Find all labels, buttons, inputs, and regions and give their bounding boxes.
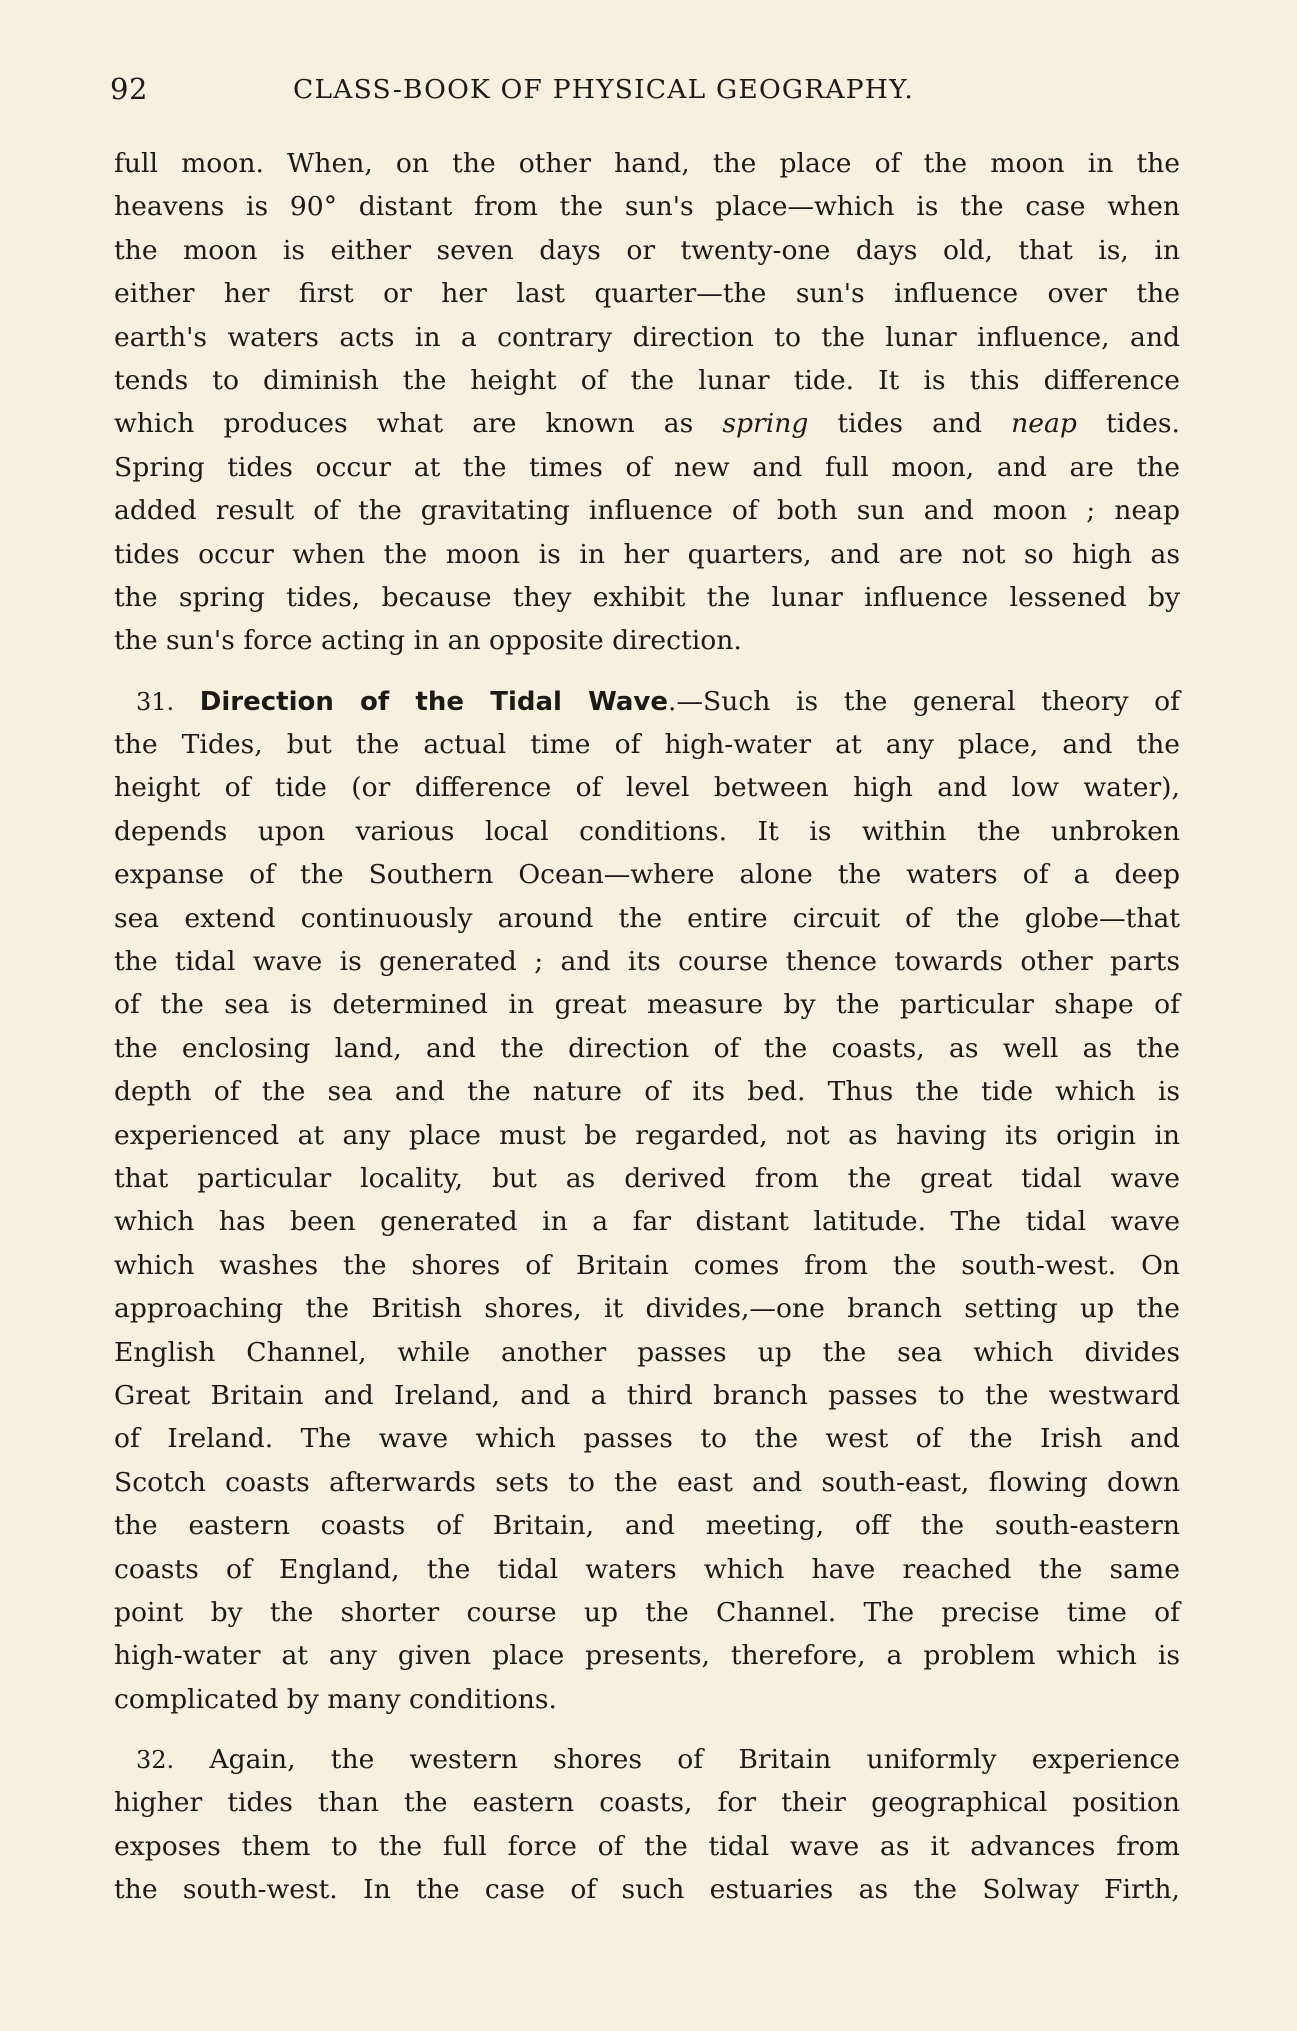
text-line: the eastern coasts of Britain, and meeting, off the south-eastern: [114, 1510, 1180, 1542]
text-line: full moon. When, on the other hand, the place of the moon in the: [114, 148, 1180, 179]
text-line: the sun's force acting in an opposite direction.: [114, 625, 742, 657]
text-segment: tides.: [1076, 408, 1181, 440]
text-segment: Again, the western shores of Britain uniformly experience: [174, 1744, 1180, 1776]
italic-term-neap: neap: [1011, 408, 1077, 440]
paragraph-2: [114, 680, 1180, 1721]
text-line: expanse of the Southern Ocean—where alone the waters of a deep: [114, 859, 1180, 891]
italic-term-spring: spring: [722, 408, 809, 440]
body-text: [114, 142, 1180, 1912]
text-line: Spring tides occur at the times of new and full moon, and are the: [114, 451, 1180, 483]
text-line: earth's waters acts in a contrary direction to the lunar influence, and: [114, 321, 1180, 353]
text-line: experienced at any place must be regarded, not as having its origin in: [114, 1119, 1180, 1151]
text-line: the moon is either seven days or twenty-one days old, that is, in: [114, 234, 1180, 266]
paragraph-gap: [114, 663, 1180, 680]
paragraph-3: [114, 1738, 1180, 1912]
text-line: higher tides than the eastern coasts, for their geographical position: [114, 1787, 1180, 1819]
text-line: depends upon various local conditions. It is within the unbroken: [114, 815, 1180, 847]
paragraph-first-line: [114, 1738, 1180, 1781]
text-line: the tidal wave is generated ; and its course thence towards other parts: [114, 946, 1180, 978]
text-line: height of tide (or difference of level between high and low water),: [114, 772, 1180, 804]
text-line: coasts of England, the tidal waters which have reached the same: [114, 1553, 1180, 1585]
text-line: the south-west. In the case of such estuaries as the Solway Firth,: [114, 1874, 1180, 1906]
text-segment: which produces what are known as: [114, 408, 723, 440]
running-head: CLASS-BOOK OF PHYSICAL GEOGRAPHY.: [293, 74, 914, 105]
text-line: sea extend continuously around the entire circuit of the globe—that: [114, 902, 1180, 934]
paragraph-1: [114, 142, 1180, 663]
text-line: the enclosing land, and the direction of the coasts, as well as the: [114, 1032, 1180, 1064]
text-line: heavens is 90° distant from the sun's place—which is the case when: [114, 191, 1180, 223]
text-line: English Channel, while another passes up the sea which divides: [114, 1336, 1180, 1368]
paragraph-number: 32.: [136, 1746, 175, 1775]
page-number: 92: [110, 72, 148, 106]
text-line: Scotch coasts afterwards sets to the east and south-east, flowing down: [114, 1466, 1180, 1498]
text-line: high-water at any given place presents, therefore, a problem which is: [114, 1640, 1180, 1672]
text-line: point by the shorter course up the Channel. The precise time of: [114, 1596, 1180, 1628]
text-line: tends to diminish the height of the lunar tide. It is this difference: [114, 364, 1180, 396]
text-segment: .—Such is the general theory of: [668, 685, 1180, 717]
text-line: approaching the British shores, it divides,—one branch setting up the: [114, 1293, 1180, 1325]
text-line: exposes them to the full force of the tidal wave as it advances from: [114, 1830, 1180, 1862]
text-line: the spring tides, because they exhibit the lunar influence lessened by: [114, 581, 1180, 613]
text-line: complicated by many conditions.: [114, 1683, 557, 1715]
text-line: of the sea is determined in great measure by the particular shape of: [114, 989, 1180, 1021]
text-segment: tides and: [808, 408, 1012, 440]
text-line: which has been generated in a far distant latitude. The tidal wave: [114, 1206, 1180, 1238]
text-line: tides occur when the moon is in her quarters, and are not so high as: [114, 538, 1180, 570]
text-line-with-italics: [114, 402, 1180, 445]
section-title: Direction of the Tidal Wave: [199, 686, 668, 717]
text-line: the Tides, but the actual time of high-water at any place, and the: [114, 729, 1180, 761]
paragraph-gap: [114, 1721, 1180, 1738]
text-line: either her first or her last quarter—the sun's influence over the: [114, 278, 1180, 310]
text-line: of Ireland. The wave which passes to the west of the Irish and: [114, 1423, 1180, 1455]
text-line: Great Britain and Ireland, and a third branch passes to the westward: [114, 1379, 1180, 1411]
section-heading-line: [114, 680, 1180, 723]
text-line: added result of the gravitating influence of both sun and moon ; neap: [114, 495, 1180, 527]
page-header: [110, 72, 1190, 112]
text-line: that particular locality, but as derived from the great tidal wave: [114, 1162, 1180, 1194]
text-line: which washes the shores of Britain comes from the south-west. On: [114, 1249, 1180, 1281]
paragraph-number: 31.: [136, 687, 175, 716]
text-line: depth of the sea and the nature of its bed. Thus the tide which is: [114, 1076, 1180, 1108]
